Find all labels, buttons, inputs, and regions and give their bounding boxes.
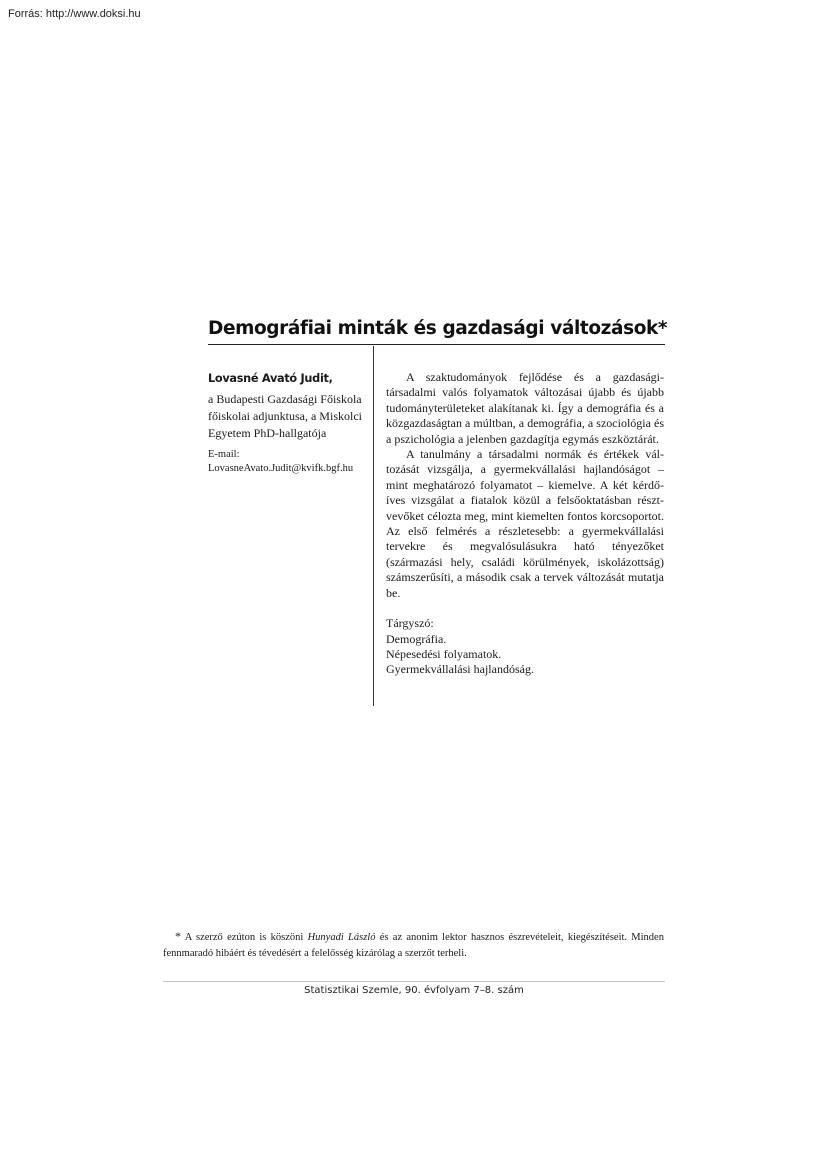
- source-line: Forrás: http://www.doksi.hu: [8, 8, 141, 20]
- author-block: [208, 372, 373, 476]
- keyword-item: Népesedési folyamatok.: [386, 646, 502, 661]
- keyword-item: Demográfia.: [386, 631, 447, 646]
- keyword-item: Gyermekvállalási hajlandóság.: [386, 662, 534, 677]
- footnote-marker: *: [175, 929, 181, 943]
- footnote-text-after: és az anonim lektor hasznos észrevételeit, kiegészítéseit. Minden fennmaradó hibáért és tévedésért a felelősség kizárólag a szerzőt terheli.: [163, 932, 664, 959]
- keywords-block: [386, 616, 664, 678]
- author-name: Lovasné Avató Judit,: [208, 372, 333, 385]
- footer-rule: [163, 981, 665, 982]
- abstract: [386, 370, 664, 678]
- title-rule: [208, 344, 665, 345]
- abstract-paragraph: A tanulmány a társadalmi normák és értékek változását vizsgálja, a gyermekvállalási hajlandóságot – mint meghatározó folyamatot – kiemelve. A két kérdőíves vizsgálat a fiatalok közül a felsőoktatásban résztvevőket célozta meg, mint kiemelten fontos korcsoportot. Az első felmérés a részletesebb: a gyermekvállalási tervekre és megvalósulásukra ható tényezőket (származási hely, családi körülmények, iskolázottság) számszerűsíti, a második csak a tervek változását mutatja be.: [386, 447, 664, 600]
- article-title: Demográfiai minták és gazdasági változások*: [208, 318, 668, 339]
- column-divider: [373, 346, 374, 706]
- abstract-paragraph: A szaktudományok fejlődése és a gazdasági-társadalmi valós folyamatok változásai újabb és újabb tudományterületeket alakítanak ki. Így a demográfia és a közgazdaságtan a múltban, a demográfia, a szociológia és a pszichológia a jelenben gazdagítja egymás eszköztárát.: [386, 370, 664, 446]
- author-affiliation: a Budapesti Gazdasági Főiskola főiskolai adjunktusa, a Miskolci Egyetem PhD-hallgatója: [208, 392, 362, 440]
- email-address: LovasneAvato.Judit@kvifk.bgf.hu: [208, 463, 354, 474]
- keywords-label: Tárgyszó:: [386, 616, 434, 631]
- footnote-text-before: A szerző ezúton is köszöni: [181, 932, 308, 943]
- footnote-person: Hunyadi László: [307, 932, 376, 943]
- email-label: E-mail:: [208, 449, 240, 460]
- author-email-block: [208, 448, 373, 476]
- journal-footer: Statisztikai Szemle, 90. évfolyam 7–8. szám: [304, 985, 524, 996]
- footnote: [163, 929, 664, 961]
